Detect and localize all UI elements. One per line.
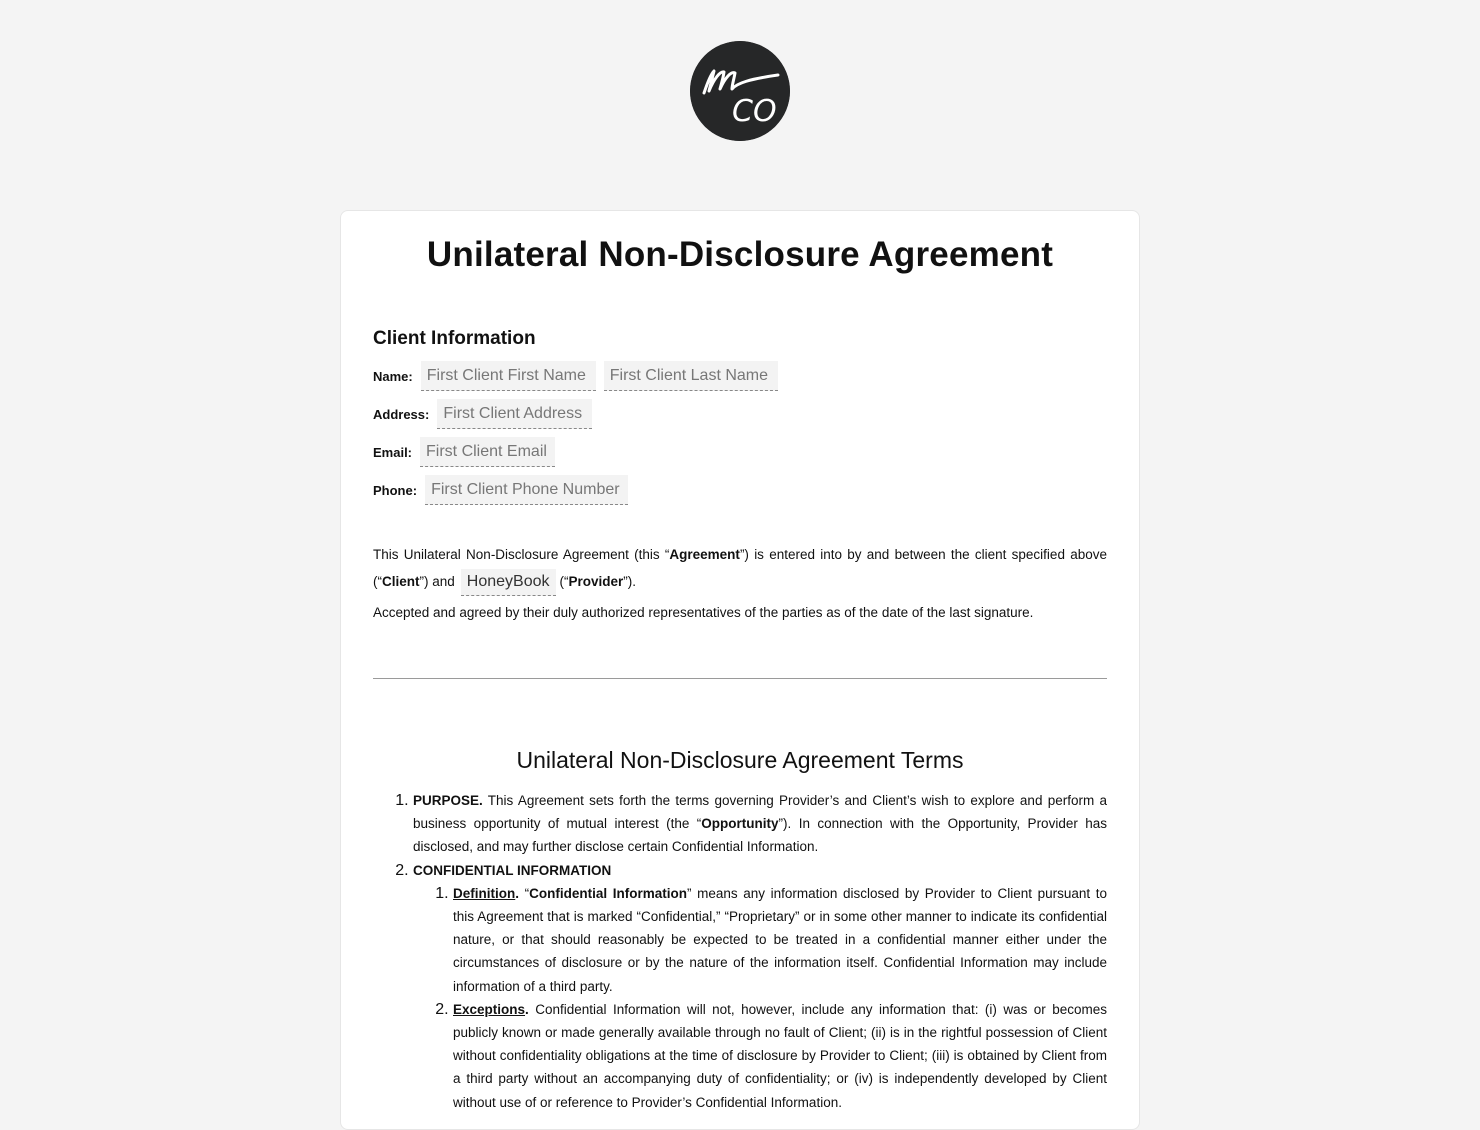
exceptions-dot: . [525, 1001, 529, 1017]
term-purpose [413, 789, 1107, 859]
provider-term: Provider [568, 574, 624, 589]
intro-text: This Unilateral Non-Disclosure Agreement (this “ [373, 547, 670, 562]
last-name-field[interactable] [604, 361, 778, 391]
intro-text: (“ [559, 574, 569, 589]
email-field[interactable] [420, 437, 555, 467]
client-info-heading: Client Information [373, 328, 536, 349]
section-divider [373, 678, 1107, 679]
purpose-text: This Agreement sets forth the terms governing Provider’s and Client’s wish to explore and perform a business opportunity of mutual interest (the “ [413, 792, 1107, 832]
opportunity-term: Opportunity [701, 816, 779, 832]
agreement-term: Agreement [669, 547, 740, 562]
purpose-text: ”). In connection with the Opportunity, Provider has disclosed, and may further disclose certain Confidential Information. [413, 816, 1107, 855]
accepted-statement: Accepted and agreed by their duly authorized representatives of the parties as of the date of the last signature. [373, 604, 1034, 620]
confidential-information-term: Confidential Information [529, 885, 687, 901]
exceptions-heading: Exceptions [453, 1001, 526, 1017]
exceptions-text: Confidential Information will not, however, include any information that: (i) was or becomes publicly known or made generally available through no fault of Client; (ii) is in the rightful possession of Client without confidentiality obligations at the time of disclosure by Provider to Client; (iii) is obtained by Client from a third party without an accompanying duty of confidentiality; or (iv) is independently developed by Client without use of or reference to Provider’s Confidential Information. [453, 1001, 1107, 1110]
intro-text: ”) is entered into by and between the client specified above (“ [373, 547, 1107, 589]
intro-paragraph [373, 541, 1107, 596]
provider-name-field[interactable]: HoneyBook [461, 569, 556, 596]
definition-text: ” means any information disclosed by Provider to Client pursuant to this Agreement that is marked “Confidential,” “Proprietary” or in some other manner to indicate its confidential nature, or that should reasonably be expected to be treated in a confidential manner either under the circumstances of disclosure or by the nature of the information itself. Confidential Information may include information of a third party. [453, 885, 1107, 994]
brand-logo-icon [690, 41, 790, 141]
name-row [373, 361, 1107, 391]
intro-text: ”). [623, 574, 637, 589]
definition-heading: Definition [453, 885, 516, 901]
definition-dot: . [515, 885, 520, 901]
address-field[interactable] [437, 399, 592, 429]
terms-list [373, 789, 1107, 1114]
definition-text: “ [519, 885, 530, 901]
page-title: Unilateral Non-Disclosure Agreement [426, 235, 1054, 274]
term-confidential-information [413, 859, 1107, 1114]
phone-field[interactable] [425, 475, 628, 505]
confidential-sublist [413, 882, 1107, 1114]
address-label: Address: [373, 406, 430, 422]
address-row [373, 399, 1107, 429]
confidential-heading: CONFIDENTIAL INFORMATION [413, 862, 612, 878]
client-term: Client [382, 574, 420, 589]
phone-label: Phone: [373, 482, 418, 498]
terms-title: Unilateral Non-Disclosure Agreement Terms [516, 746, 964, 773]
agreement-card [340, 210, 1140, 1130]
brand-logo [690, 41, 790, 141]
name-label: Name: [373, 368, 413, 384]
email-label: Email: [373, 444, 413, 460]
intro-text: ”) and [419, 574, 455, 589]
purpose-heading: PURPOSE. [413, 792, 483, 808]
first-name-field[interactable] [421, 361, 596, 391]
term-exceptions [453, 998, 1107, 1114]
email-row [373, 437, 1107, 467]
logo-text: CO [732, 94, 777, 129]
term-definition [453, 882, 1107, 998]
phone-row [373, 475, 1107, 505]
